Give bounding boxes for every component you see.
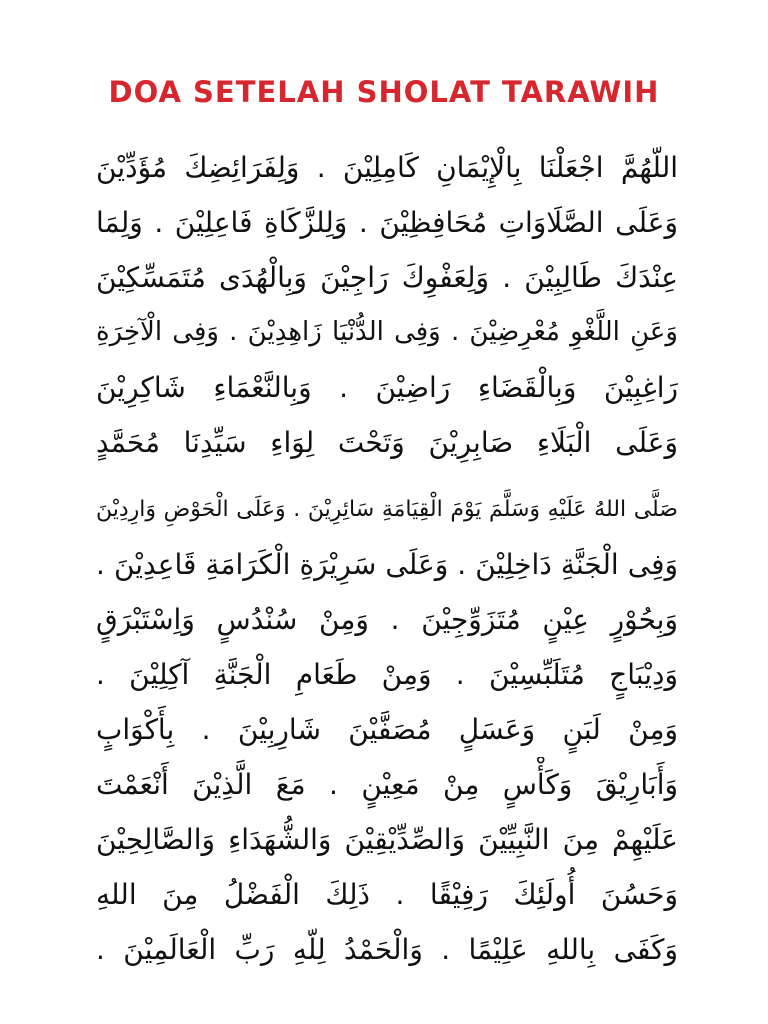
prayer-line-14: وَحَسُنَ أُولَئِكَ رَفِيْقًا . ذَلِكَ الْفَضْلُ مِنَ اللهِ bbox=[96, 878, 678, 911]
prayer-line-12: وَأَبَارِيْقَ وَكَأْسٍ مِنْ مَعِيْنٍ . مَعَ الَّذِيْنَ أَنْعَمْتَ bbox=[96, 768, 678, 801]
prayer-line-10: وَدِيْبَاجٍ مُتَلَبِّسِيْنَ . وَمِنْ طَعَامِ الْجَنَّةِ آكِلِيْنَ . bbox=[96, 658, 678, 691]
prayer-text bbox=[96, 140, 678, 977]
prayer-line-13: عَلَيْهِمْ مِنَ النَّبِيِّيْنَ وَالصِّدِّيْقِيْنَ وَالشُّهَدَاءِ وَالصَّالِحِيْنَ bbox=[96, 823, 678, 856]
document-title: DOA SETELAH SHOLAT TARAWIH bbox=[108, 75, 660, 109]
prayer-line-9: وَبِحُوْرٍ عِيْنٍ مُتَزَوِّجِيْنَ . وَمِنْ سُنْدُسٍ وَاِسْتَبْرَقٍ bbox=[96, 603, 678, 636]
prayer-line-6: وَعَلَى الْبَلَاءِ صَابِرِيْنَ وَتَحْتَ لِوَاءِ سَيِّدِنَا مُحَمَّدٍ bbox=[96, 426, 678, 459]
prayer-line-11: وَمِنْ لَبَنٍ وَعَسَلٍ مُصَفَّيْنَ شَارِبِيْنَ . بِأَكْوَابٍ bbox=[96, 713, 678, 746]
prayer-line-3: عِنْدَكَ طَالِبِيْنَ . وَلِعَفْوِكَ رَاجِيْنَ وَبِالْهُدَى مُتَمَسِّكِيْنَ bbox=[96, 261, 678, 294]
prayer-line-4: وَعَنِ اللَّغْوِ مُعْرِضِيْنَ . وَفِى الدُّنْيَا زَاهِدِيْنَ . وَفِى الْآخِرَةِ bbox=[96, 317, 678, 347]
prayer-line-2: وَعَلَى الصَّلَاوَاتِ مُحَافِظِيْنَ . وَلِلزَّكَاةِ فَاعِلِيْنَ . وَلِمَا bbox=[96, 206, 678, 239]
prayer-line-7: صَلَّى اللهُ عَلَيْهِ وَسَلَّمَ يَوْمَ الْقِيَامَةِ سَائِرِيْنَ . وَعَلَى الْحَوْضِ وَارِدِيْنَ bbox=[96, 497, 678, 522]
prayer-line-15: وَكَفَى بِاللهِ عَلِيْمًا . وَالْحَمْدُ لِلّهِ رَبِّ الْعَالَمِيْنَ . bbox=[96, 933, 678, 966]
prayer-line-5: رَاغِبِيْنَ وَبِالْقَضَاءِ رَاضِيْنَ . وَبِالنَّعْمَاءِ شَاكِرِيْنَ bbox=[96, 371, 678, 404]
prayer-line-1: اللّهُمَّ اجْعَلْنَا بِالْإِيْمَانِ كَامِلِيْنَ . وَلِفَرَائِضِكَ مُؤَدِّيْنَ bbox=[96, 151, 678, 184]
prayer-line-8: وَفِى الْجَنَّةِ دَاخِلِيْنَ . وَعَلَى سَرِيْرَةِ الْكَرَامَةِ قَاعِدِيْنَ . bbox=[96, 548, 678, 581]
